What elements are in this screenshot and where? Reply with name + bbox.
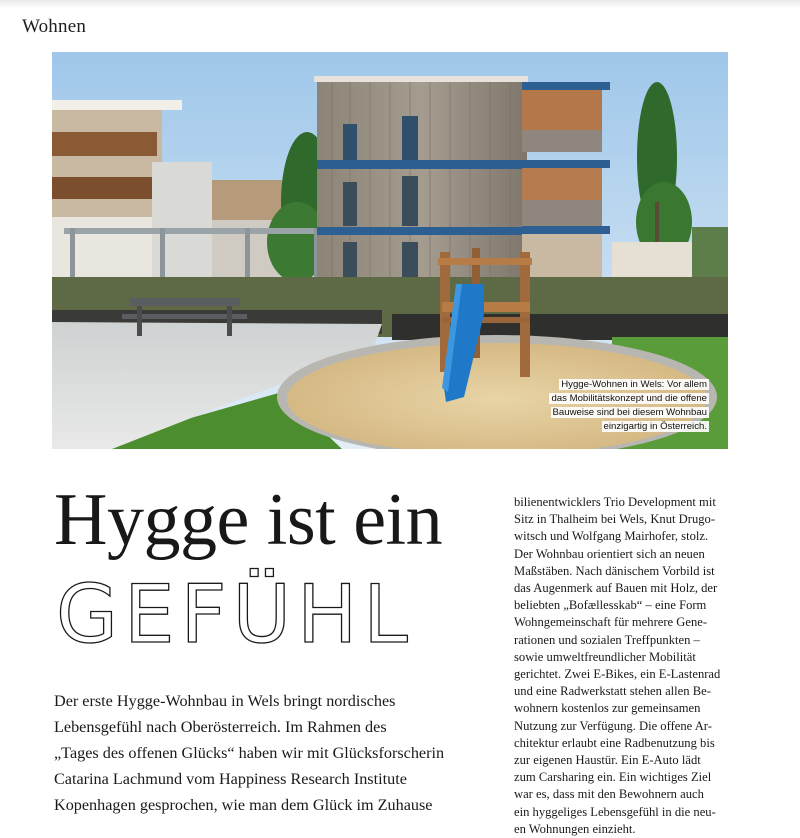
lead-line: „Tages des offenen Glücks“ haben wir mit Glücksforscherin xyxy=(54,744,445,762)
caption-line: das Mobilitätskonzept und die offene xyxy=(551,393,707,404)
body-line: bilienentwicklers Trio Development mit xyxy=(514,495,716,509)
caption-line: einzigartig in Österreich. xyxy=(603,421,707,432)
lead-line: Kopenhagen gesprochen, wie man dem Glück im Zuhause xyxy=(54,796,433,814)
body-line: zum Carsharing ein. Ein wichtiges Ziel xyxy=(514,770,712,785)
lead-paragraph xyxy=(54,688,474,818)
lead-line: Der erste Hygge-Wohnbau in Wels bringt nordisches xyxy=(54,692,396,710)
caption-line: Hygge-Wohnen in Wels: Vor allem xyxy=(561,379,707,390)
body-line: Maßstäben. Nach dänischem Vorbild ist xyxy=(514,563,715,578)
lead-line: Catarina Lachmund vom Happiness Research Institute xyxy=(54,770,407,788)
body-line: witsch und Wolfgang Mairhofer, stolz. xyxy=(514,529,709,544)
headline-line-1: Hygge ist ein xyxy=(54,479,443,561)
body-line: war es, dass mit den Bewohnern auch xyxy=(514,787,704,802)
body-line: gerichtet. Zwei E-Bikes, ein E-Lastenrad xyxy=(514,667,721,682)
section-label: Wohnen xyxy=(22,16,87,37)
body-line: ein hyggeliges Lebensgefühl in die neu- xyxy=(514,804,716,819)
photo-caption xyxy=(549,378,709,434)
body-line: wohnern kostenlos zur gemeinsamen xyxy=(514,701,701,716)
body-line: Wohngemeinschaft für mehrere Gene- xyxy=(514,615,708,630)
body-line: beliebten „Bofællesskab“ – eine Form xyxy=(514,598,707,613)
caption-line: Bauweise sind bei diesem Wohnbau xyxy=(552,407,707,418)
body-line: en Wohnungen einzieht. xyxy=(514,821,636,836)
body-line: und eine Radwerkstatt stehen allen Be- xyxy=(514,684,711,699)
body-line: rationen und sozialen Treffpunkten – xyxy=(514,632,700,647)
hero-photo xyxy=(52,52,728,449)
headline-line-2: GEFÜHL xyxy=(56,568,414,661)
body-line: zur eigenen Haustür. Ein E-Auto lädt xyxy=(514,753,701,768)
body-line: chitektur erlaubt eine Radbenutzung bis xyxy=(514,735,715,750)
body-line: Sitz in Thalheim bei Wels, Knut Drugo- xyxy=(514,512,716,527)
lead-line: Lebensgefühl nach Oberösterreich. Im Rahmen des xyxy=(54,718,387,736)
body-column xyxy=(514,494,728,838)
body-line: das Augenmerk auf Bauen mit Holz, der xyxy=(514,581,718,596)
body-line: Der Wohnbau orientiert sich an neuen xyxy=(514,546,705,561)
body-line: sowie umweltfreundlicher Mobilität xyxy=(514,649,696,664)
page-top-shadow xyxy=(0,0,800,8)
body-line: Nutzung zur Verfügung. Die offene Ar- xyxy=(514,718,712,733)
